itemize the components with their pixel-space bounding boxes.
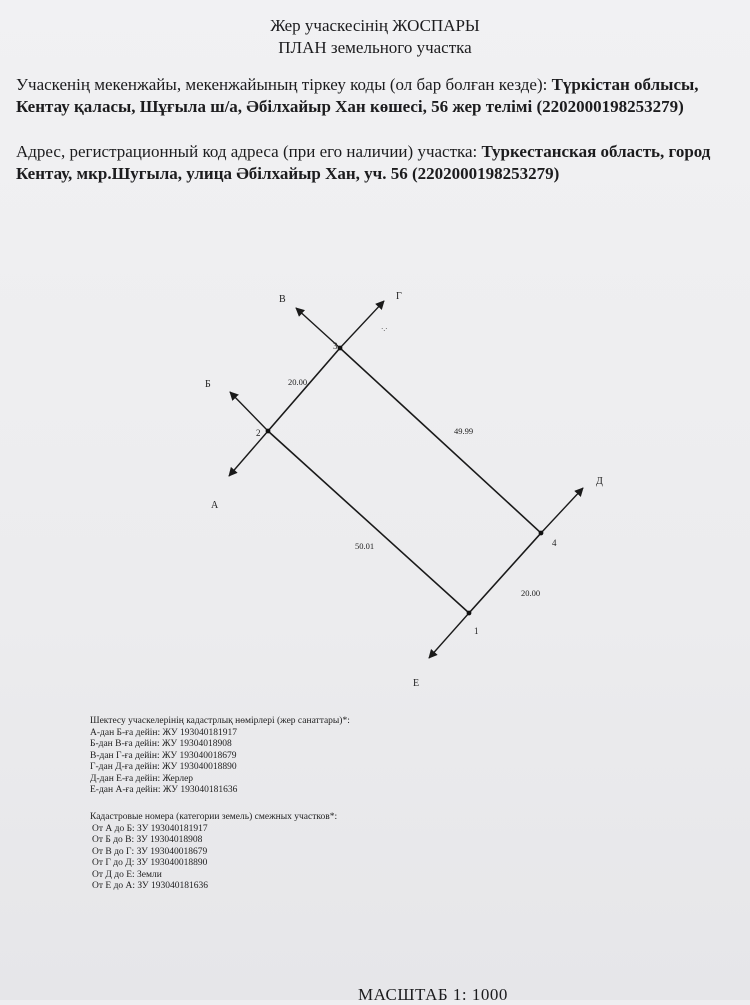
arrow-to-b [230, 392, 268, 431]
title-ru: ПЛАН земельного участка [278, 38, 472, 57]
list-item: Б-дан В-ға дейін: ЖУ 19304018908 [90, 739, 232, 749]
list-item: От Б до В: ЗУ 19304018908 [92, 835, 203, 845]
direction-label-g: Г [396, 291, 402, 302]
direction-label-e: Е [413, 678, 420, 689]
parcel-boundary [268, 348, 541, 613]
vertex-label-1: 1 [474, 626, 479, 636]
list-item: От Г до Д: ЗУ 193040018890 [92, 858, 208, 868]
list-item: В-дан Г-ға дейін: ЖУ 193040018679 [90, 750, 237, 761]
address-ru-value: Туркестанская область, город Кентау, мкр.Шугыла, улица Әбілхайыр Хан, уч. 56 (2202000198253279) [16, 142, 711, 183]
arrow-to-d [541, 488, 583, 533]
neighbors-ru [90, 812, 337, 893]
neighbors-kz [90, 716, 350, 797]
arrow-to-a [229, 431, 268, 476]
list-item: Г-дан Д-ға дейін: ЖУ 193040018890 [90, 762, 237, 772]
title-kz: Жер учаскесінің ЖОСПАРЫ [270, 16, 480, 35]
vertex-3 [338, 346, 343, 351]
scale-label: МАСШТАБ 1: 1000 [358, 985, 508, 1004]
direction-label-a: А [211, 500, 219, 511]
list-item: Д-дан Е-ға дейін: Жерлер [90, 773, 194, 784]
list-item: От Д до Е: Земли [92, 869, 162, 880]
neighbors-ru-heading: Кадастровые номера (категории земель) смежных участков*: [90, 812, 338, 822]
side-length-1-2: 50.01 [355, 541, 375, 551]
address-ru-label: Адрес, регистрационный код адреса (при его наличии) участка: [16, 142, 482, 161]
vertex-label-2: 2 [256, 428, 261, 438]
list-item: А-дан Б-ға дейін: ЖУ 193040181917 [90, 727, 237, 738]
direction-label-d: Д [596, 476, 603, 487]
list-item: Е-дан А-ға дейін: ЖУ 193040181636 [90, 785, 238, 795]
vertex-label-4: 4 [552, 538, 557, 548]
arrow-to-e [429, 613, 469, 658]
address-kz-label: Учаскенің мекенжайы, мекенжайының тіркеу коды (ол бар болған кезде): [16, 75, 552, 94]
side-length-2-3: 20.00 [288, 377, 308, 387]
vertex-4 [539, 531, 544, 536]
side-length-3-4: 49.99 [454, 426, 474, 436]
direction-label-v: В [279, 294, 286, 305]
vertex-2 [266, 429, 271, 434]
direction-label-b: Б [205, 379, 211, 390]
neighbors-kz-heading: Шектесу учаскелерінің кадастрлық нөмірлері (жер санаттары)*: [90, 716, 350, 726]
address-kz-value: Түркістан облысы, Кентау қаласы, Шұғыла ш/а, Әбілхайыр Хан көшесі, 56 жер телімі (2202000198253279) [16, 75, 699, 116]
vertex-label-3: 3 [333, 341, 338, 351]
list-item: От А до Б: ЗУ 193040181917 [92, 823, 208, 834]
vertex-1 [467, 611, 472, 616]
faint-mark: ·.· [381, 325, 388, 333]
arrow-to-g [340, 301, 384, 348]
list-item: От В до Г: ЗУ 193040018679 [92, 846, 208, 857]
list-item: От Е до А: ЗУ 193040181636 [92, 881, 209, 891]
side-length-4-1: 20.00 [521, 588, 541, 598]
